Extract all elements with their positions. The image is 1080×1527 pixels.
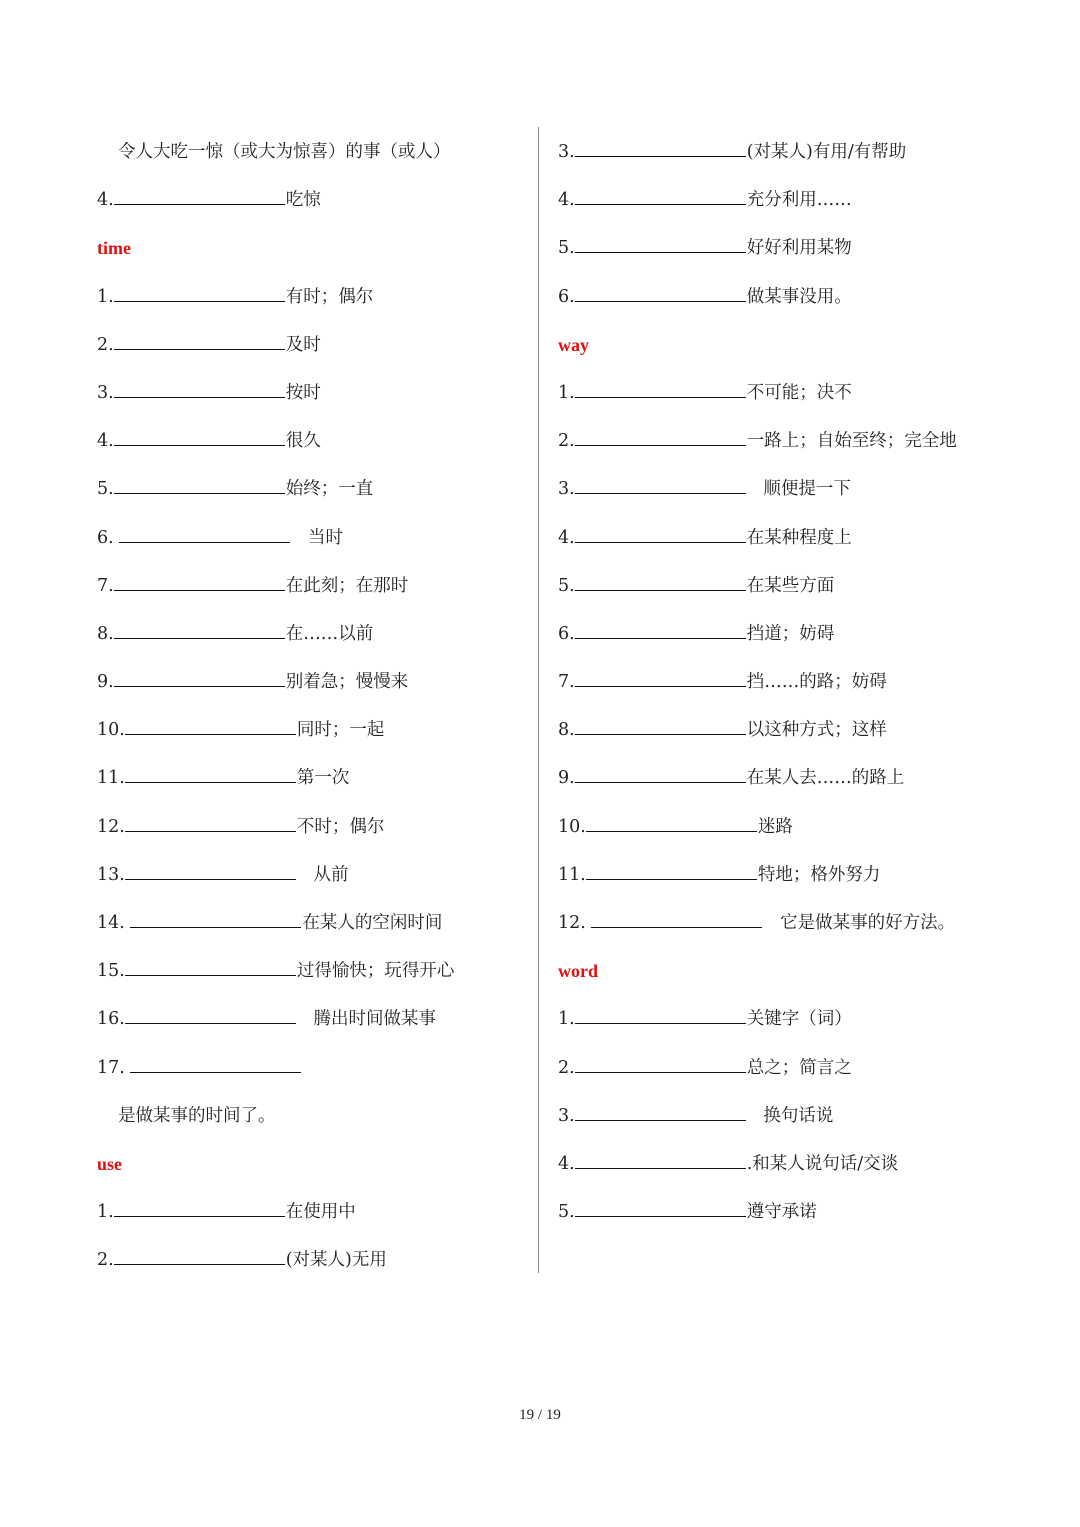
answer-blank[interactable] — [114, 668, 285, 687]
item-meaning: 同时；一起 — [296, 720, 385, 741]
exercise-item — [558, 610, 998, 658]
exercise-item — [558, 1188, 998, 1236]
item-number: 1. — [558, 1009, 575, 1030]
answer-blank[interactable] — [125, 1005, 296, 1024]
answer-blank[interactable] — [114, 427, 285, 446]
exercise-item — [97, 321, 517, 369]
answer-blank[interactable] — [114, 572, 285, 591]
item-number: 1. — [97, 1202, 114, 1223]
answer-blank[interactable] — [575, 475, 746, 494]
item-meaning: (对某人)无用 — [285, 1250, 387, 1271]
item-meaning: 当时 — [307, 527, 343, 548]
exercise-item — [558, 995, 998, 1043]
exercise-item — [97, 658, 517, 706]
exercise-item — [558, 851, 998, 899]
answer-blank[interactable] — [591, 909, 762, 928]
item-number: 9. — [97, 672, 114, 693]
item-meaning: 关键字（词） — [746, 1009, 852, 1030]
item-meaning: 在此刻；在那时 — [285, 575, 409, 596]
exercise-item — [97, 1236, 517, 1284]
exercise-item — [558, 754, 998, 802]
item-number: 15. — [97, 961, 125, 982]
item-gap — [297, 865, 314, 885]
exercise-item — [558, 369, 998, 417]
item-number: 5. — [558, 1202, 575, 1223]
item-number: 14. — [97, 913, 131, 933]
section-heading-way: way — [558, 334, 589, 355]
item-number: 2. — [97, 334, 114, 355]
exercise-item — [97, 1044, 517, 1092]
item-gap — [291, 528, 308, 548]
item-meaning: 在某些方面 — [746, 575, 835, 596]
item-number: 2. — [97, 1250, 114, 1271]
answer-blank[interactable] — [586, 813, 757, 832]
item-meaning: 挡……的路；妨碍 — [746, 672, 887, 693]
item-meaning: 吃惊 — [285, 190, 321, 211]
exercise-item — [97, 947, 517, 995]
item-meaning: 它是做某事的好方法。 — [780, 913, 956, 933]
item-number: 2. — [558, 431, 575, 452]
answer-blank[interactable] — [575, 379, 746, 398]
exercise-item — [558, 514, 998, 562]
item-number: 12. — [558, 913, 592, 933]
item-meaning: 好好利用某物 — [746, 238, 852, 259]
exercise-item — [558, 465, 998, 513]
item-number: 4. — [558, 190, 575, 211]
item-number: 10. — [97, 720, 125, 741]
column-divider — [538, 127, 539, 1273]
exercise-item — [558, 899, 998, 947]
item-number: 9. — [558, 768, 575, 789]
item-number: 4. — [558, 527, 575, 548]
answer-blank[interactable] — [125, 957, 296, 976]
exercise-item — [558, 706, 998, 754]
answer-blank[interactable] — [114, 1246, 285, 1265]
item-meaning: 从前 — [313, 864, 349, 885]
item-gap — [763, 913, 780, 933]
item-meaning: 以这种方式；这样 — [746, 720, 887, 741]
item-number: 8. — [97, 623, 114, 644]
item-number: 13. — [97, 864, 125, 885]
exercise-item — [97, 851, 517, 899]
item-number: 4. — [558, 1153, 575, 1174]
answer-blank[interactable] — [575, 1054, 746, 1073]
answer-blank[interactable] — [575, 1102, 746, 1121]
right-column — [558, 128, 998, 1236]
item-number: 3. — [97, 382, 114, 403]
exercise-item — [97, 610, 517, 658]
item-meaning: 在某人去……的路上 — [746, 768, 905, 789]
exercise-item — [558, 273, 998, 321]
exercise-item — [97, 706, 517, 754]
item-number: 5. — [558, 238, 575, 259]
exercise-item — [97, 1188, 517, 1236]
item-number: 11. — [97, 768, 125, 789]
answer-blank[interactable] — [575, 572, 746, 591]
item-meaning: 第一次 — [296, 768, 350, 789]
section-heading-word: word — [558, 961, 598, 982]
exercise-item — [97, 562, 517, 610]
exercise-item — [558, 1044, 998, 1092]
exercise-item — [97, 369, 517, 417]
exercise-item — [97, 754, 517, 802]
item-number: 6. — [558, 623, 575, 644]
item-meaning: 过得愉快；玩得开心 — [296, 961, 455, 982]
answer-blank[interactable] — [114, 475, 285, 494]
item-meaning: 遵守承诺 — [746, 1202, 817, 1223]
item-meaning: 在……以前 — [285, 623, 374, 644]
answer-blank[interactable] — [125, 861, 296, 880]
item-meaning: 腾出时间做某事 — [313, 1009, 437, 1030]
item-meaning: 挡道；妨碍 — [746, 623, 835, 644]
answer-blank[interactable] — [575, 764, 746, 783]
item-number: 3. — [558, 1105, 575, 1126]
exercise-item — [97, 417, 517, 465]
item-gap — [297, 1009, 314, 1029]
item-meaning: 在某种程度上 — [746, 527, 852, 548]
item-meaning: 在使用中 — [285, 1202, 356, 1223]
exercise-item — [97, 995, 517, 1043]
exercise-item — [558, 658, 998, 706]
item-number: 5. — [97, 479, 114, 500]
answer-blank[interactable] — [575, 1150, 746, 1169]
page-number: 19 / 19 — [519, 1407, 561, 1423]
answer-blank[interactable] — [114, 620, 285, 639]
item-meaning: 很久 — [285, 431, 321, 452]
item-meaning: 按时 — [285, 382, 321, 403]
answer-blank[interactable] — [130, 909, 301, 928]
exercise-item — [97, 465, 517, 513]
answer-blank[interactable] — [114, 283, 285, 302]
answer-blank[interactable] — [114, 186, 285, 205]
continuation-line: 是做某事的时间了。 — [118, 1105, 276, 1126]
exercise-item — [558, 417, 998, 465]
answer-blank[interactable] — [125, 764, 296, 783]
item-gap — [747, 1106, 764, 1126]
answer-blank[interactable] — [119, 524, 290, 543]
item-number: 16. — [97, 1009, 125, 1030]
item-meaning: .和某人说句话/交谈 — [746, 1153, 899, 1174]
item-meaning: 在某人的空闲时间 — [302, 913, 443, 933]
answer-blank[interactable] — [575, 668, 746, 687]
item-number: 6. — [558, 286, 575, 307]
answer-blank[interactable] — [114, 379, 285, 398]
answer-blank[interactable] — [575, 1005, 746, 1024]
exercise-item — [558, 562, 998, 610]
item-meaning: 不时；偶尔 — [296, 816, 385, 837]
exercise-item — [558, 128, 998, 176]
item-number: 6. — [97, 527, 120, 548]
exercise-item — [558, 803, 998, 851]
item-number: 17. — [97, 1057, 131, 1078]
answer-blank[interactable] — [586, 861, 757, 880]
item-meaning: 别着急；慢慢来 — [285, 672, 409, 693]
answer-blank[interactable] — [575, 620, 746, 639]
answer-blank[interactable] — [575, 524, 746, 543]
exercise-item — [97, 514, 517, 562]
item-number: 7. — [558, 672, 575, 693]
item-number: 1. — [558, 382, 575, 403]
answer-blank[interactable] — [575, 186, 746, 205]
section-heading-time: time — [97, 238, 131, 259]
item-meaning: 特地；格外努力 — [757, 864, 881, 885]
answer-blank[interactable] — [575, 234, 746, 253]
answer-blank[interactable] — [130, 1054, 301, 1073]
item-number: 2. — [558, 1057, 575, 1078]
item-number: 1. — [97, 286, 114, 307]
item-meaning: 始终；一直 — [285, 479, 374, 500]
item-meaning: 有时；偶尔 — [285, 286, 374, 307]
item-meaning: 顺便提一下 — [763, 479, 851, 500]
item-meaning: 一路上；自始至终；完全地 — [746, 431, 957, 452]
item-number: 11. — [558, 864, 586, 885]
left-column — [97, 128, 517, 1285]
item-meaning: 充分利用…… — [746, 190, 852, 211]
answer-blank[interactable] — [114, 331, 285, 350]
exercise-item — [558, 1092, 998, 1140]
answer-blank[interactable] — [125, 716, 296, 735]
exercise-item — [97, 899, 517, 947]
section-heading-use: use — [97, 1153, 123, 1174]
item-number: 4. — [97, 190, 114, 211]
exercise-item — [97, 803, 517, 851]
item-meaning: 做某事没用。 — [746, 286, 852, 307]
item-meaning: 迷路 — [757, 816, 793, 837]
item-number: 3. — [558, 142, 575, 162]
item-number: 8. — [558, 720, 575, 741]
item-meaning: (对某人)有用/有帮助 — [746, 142, 907, 162]
exercise-item — [558, 1140, 998, 1188]
item-number: 4. — [97, 431, 114, 452]
intro-line: 令人大吃一惊（或大为惊喜）的事（或人） — [118, 142, 451, 162]
answer-blank[interactable] — [575, 427, 746, 446]
exercise-item — [558, 224, 998, 272]
item-gap — [747, 479, 764, 499]
item-meaning: 总之；简言之 — [746, 1057, 852, 1078]
exercise-item — [97, 176, 517, 224]
item-number: 7. — [97, 575, 114, 596]
exercise-item — [97, 273, 517, 321]
exercise-item — [558, 176, 998, 224]
item-meaning: 换句话说 — [763, 1105, 834, 1126]
item-meaning: 不可能；决不 — [746, 382, 852, 403]
item-number: 3. — [558, 479, 575, 500]
item-number: 5. — [558, 575, 575, 596]
item-meaning: 及时 — [285, 334, 321, 355]
answer-blank[interactable] — [575, 716, 746, 735]
answer-blank[interactable] — [575, 283, 746, 302]
answer-blank[interactable] — [575, 138, 746, 157]
answer-blank[interactable] — [114, 1198, 285, 1217]
answer-blank[interactable] — [125, 813, 296, 832]
item-number: 12. — [97, 816, 125, 837]
answer-blank[interactable] — [575, 1198, 746, 1217]
item-number: 10. — [558, 816, 586, 837]
